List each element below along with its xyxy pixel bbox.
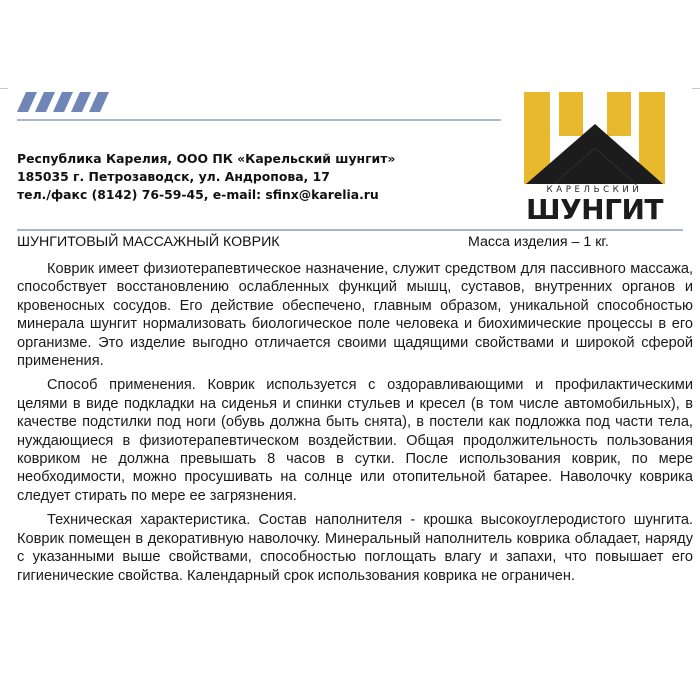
product-title: ШУНГИТОВЫЙ МАССАЖНЫЙ КОВРИК [17,234,280,250]
company-info [17,150,497,204]
document-body [17,260,693,591]
header-top-rule [17,119,501,121]
logo-subtitle: КАРЕЛЬСКИЙ [546,185,643,195]
product-mass: Масса изделия – 1 кг. [468,234,609,250]
address-line: 185035 г. Петрозаводск, ул. Андропова, 17 [17,169,330,184]
specs-paragraph [17,511,693,585]
crop-mark-right [692,88,700,89]
logo-title: ШУНГИТ [526,193,663,226]
usage-heading: Способ применения. [47,377,196,394]
specs-heading: Техническая характеристика. [47,512,251,529]
company-line: Республика Карелия, ООО ПК «Карельский шунгит» [17,151,396,166]
crop-mark-left [0,88,8,89]
specs-text: Состав наполнителя - крошка высокоуглеродистого шунгита. Коврик помещен в декоративную наволочку. Минеральный наполнитель коврика обладает, наряду с указанными выше свойствами, способностью поглощать влагу и запахи, что повышает его гигиенические свойства. Календарный срок использования коврика не ограничен. [17,512,694,584]
usage-paragraph [17,376,693,505]
contacts-line: тел./факс (8142) 76-59-45, e-mail: sfinx@karelia.ru [17,187,379,202]
usage-text: Коврик используется с оздоравливающими и профилактическими целями в виде подкладки на сиденья и спинки стульев и кресел (в том числе автомобильных), в качестве подстилки под ноги (обувь должна быть снята), в постели как подложка под части тела, нуждающиеся в физиотерапевтическом воздействии. Общая продолжительность пользования ковриком не должна превышать 8 часов в сутки. После использования коврик, по мере необходимости, можно просушивать на солнце или отопительной батарее. Наволочку коврика следует стирать по мере ее загрязнения. [17,377,693,504]
header-bottom-rule [17,229,683,231]
product-title-row [17,234,683,252]
decorative-stripes [17,92,113,112]
description-paragraph: Коврик имеет физиотерапевтическое назначение, служит средством для пассивного массажа, способствует восстановлению ослабленных функций мышц, суставов, внутренних органов и кровеносных сосудов. Его действие обеспечено, главным образом, уникальной способностью минерала шунгит нормализовать биологическое поле человека и биохимические процессы в его организме. Это изделие выгодно отличается своими щадящими свойствами и широкой сферой применения. [17,261,693,370]
